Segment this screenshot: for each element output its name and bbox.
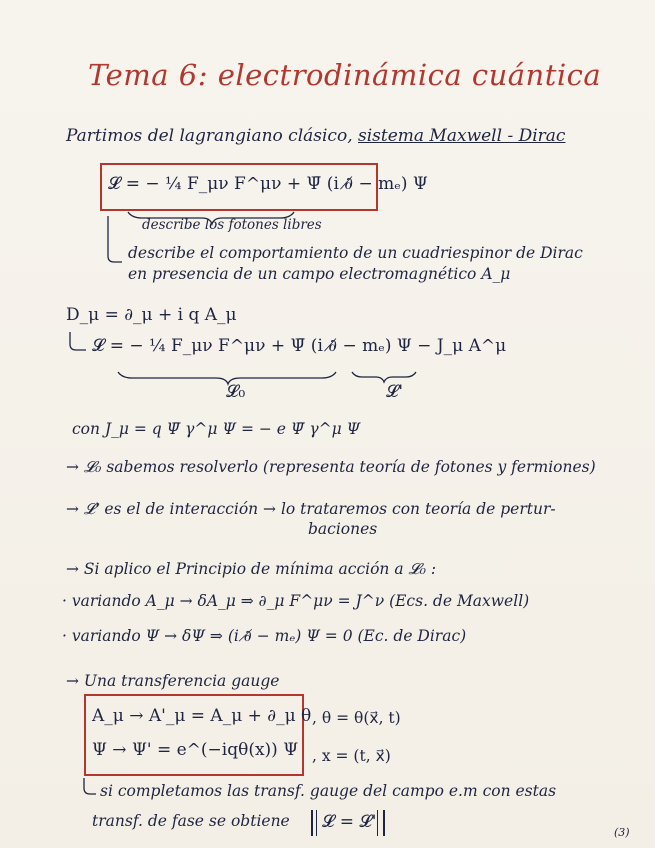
note-free-photons: describe los fotones libres <box>142 217 322 233</box>
line-gauge: → Una transferencia gauge <box>66 672 280 690</box>
note-dirac-line2: en presencia de un campo electromagnético A_μ <box>128 265 511 283</box>
underbrace-Lprime <box>352 372 416 382</box>
label-Lprime: 𝓛' <box>386 382 404 402</box>
line-L0: → 𝓛₀ sabemos resolverlo (representa teoría de fotones y fermiones) <box>66 458 596 476</box>
lagrangian-boxed: 𝓛 = − ¼ F_μν F^μν + Ψ̄ (i ∂̸ − mₑ) Ψ <box>108 174 428 194</box>
page-number: (3) <box>614 826 630 839</box>
line-Lprime-1: → 𝓛' es el de interacción → lo trataremos con teoría de pertur- <box>66 500 556 518</box>
covariant-derivative: D_μ = ∂_μ + i q A_μ <box>66 305 237 325</box>
note-dirac-line1: describe el comportamiento de un cuadriespinor de Dirac <box>128 244 583 262</box>
lagrangian-full: 𝓛 = − ¼ F_μν F^μν + Ψ̄ (i ∂̸ − mₑ) Ψ − J_μ A^μ <box>92 336 507 356</box>
line-Lprime-2: baciones <box>308 520 378 538</box>
intro-system: sistema Maxwell - Dirac <box>358 126 566 146</box>
final-line2: transf. de fase se obtiene <box>92 812 290 830</box>
intro-prefix: Partimos del lagrangiano clásico, <box>66 126 353 146</box>
final-line1: si completamos las transf. gauge del campo e.m con estas <box>100 782 557 800</box>
gauge-x: , x = (t, x⃗) <box>312 747 391 765</box>
final-result: 𝓛 = 𝓛' <box>322 812 377 832</box>
line-vary-A: · variando A_μ → δA_μ ⇒ ∂_μ F^μν = J^ν (Ecs. de Maxwell) <box>62 592 530 610</box>
page-title: Tema 6: electrodinámica cuántica <box>88 58 602 92</box>
intro-line <box>66 126 565 146</box>
line-action: → Si aplico el Principio de mínima acción a 𝓛₀ : <box>66 560 437 578</box>
hook-arrow-2 <box>70 332 86 350</box>
gauge-A: A_μ → A'_μ = A_μ + ∂_μ θ <box>92 706 312 726</box>
hook-arrow-3 <box>84 778 96 794</box>
current-definition: con J_μ = q Ψ̄ γ^μ Ψ = − e Ψ̄ γ^μ Ψ <box>72 420 361 438</box>
hook-arrow-1 <box>108 216 122 262</box>
gauge-theta: , θ = θ(x⃗, t) <box>312 709 401 727</box>
line-vary-psi: · variando Ψ → δΨ ⇒ (i ∂̸ − mₑ) Ψ = 0 (Ec. de Dirac) <box>62 627 467 645</box>
gauge-psi: Ψ → Ψ' = e^(−iqθ(x)) Ψ <box>92 740 299 760</box>
label-L0: 𝓛₀ <box>226 382 246 402</box>
